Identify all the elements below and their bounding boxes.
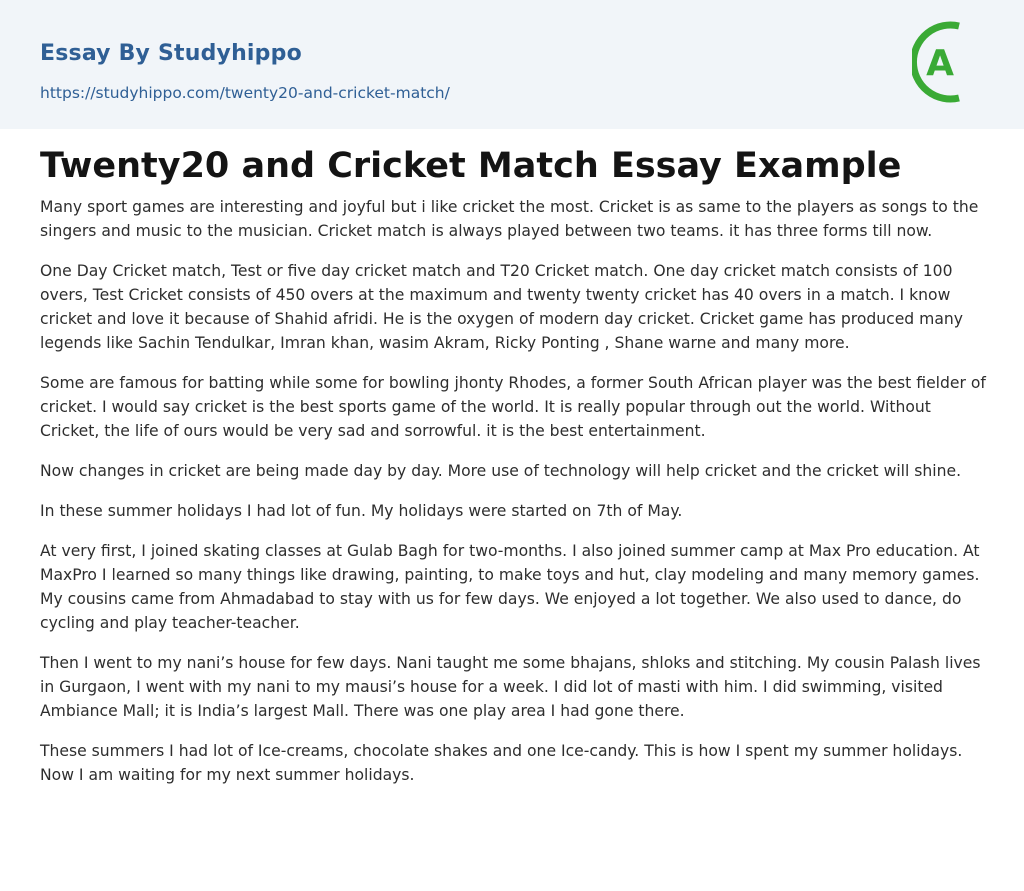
essay-paragraph: These summers I had lot of Ice-creams, chocolate shakes and one Ice-candy. This is how I spent my summer holidays. Now I am waiting for my next summer holidays. [40, 742, 963, 784]
page-title: Twenty20 and Cricket Match Essay Example [40, 146, 902, 186]
essay-paragraph: Then I went to my nani’s house for few days. Nani taught me some bhajans, shloks and stitching. My cousin Palash lives in Gurgaon, I went with my nani to my mausi’s house for a week. I did lot of masti with him. I did swimming, visited Ambiance Mall; it is India’s largest Mall. There was one play area I had gone there. [40, 654, 981, 720]
page-url-link[interactable]: https://studyhippo.com/twenty20-and-cricket-match/ [40, 84, 450, 102]
studyhippo-logo-icon[interactable] [912, 19, 986, 105]
essay-body [40, 195, 986, 803]
essay-paragraph: At very first, I joined skating classes at Gulab Bagh for two-months. I also joined summer camp at Max Pro education. At MaxPro I learned so many things like drawing, painting, to make toys and hut, clay modeling and many memory games. My cousins came from Ahmadabad to stay with us for few days. We enjoyed a lot together. We also used to dance, do cycling and play teacher-teacher. [40, 542, 980, 632]
essay-paragraph: Many sport games are interesting and joyful but i like cricket the most. Cricket is as same to the players as songs to the singers and music to the musician. Cricket match is always played between two teams. it has three forms till now. [40, 198, 979, 240]
essay-paragraph: Now changes in cricket are being made day by day. More use of technology will help cricket and the cricket will shine. [40, 462, 962, 480]
site-header [0, 0, 1024, 129]
logo-letter: A [926, 43, 954, 84]
essay-paragraph: One Day Cricket match, Test or five day cricket match and T20 Cricket match. One day cricket match consists of 100 overs, Test Cricket consists of 450 overs at the maximum and twenty twenty cricket has 40 overs in a match. I know cricket and love it because of Shahid afridi. He is the oxygen of modern day cricket. Cricket game has produced many legends like Sachin Tendulkar, Imran khan, wasim Akram, Ricky Ponting , Shane warne and many more. [40, 262, 964, 352]
essay-paragraph: In these summer holidays I had lot of fun. My holidays were started on 7th of May. [40, 502, 683, 520]
essay-paragraph: Some are famous for batting while some for bowling jhonty Rhodes, a former South African player was the best fielder of cricket. I would say cricket is the best sports game of the world. It is really popular through out the world. Without Cricket, the life of ours would be very sad and sorrowful. it is the best entertainment. [40, 374, 986, 440]
site-brand[interactable]: Essay By Studyhippo [40, 41, 302, 66]
